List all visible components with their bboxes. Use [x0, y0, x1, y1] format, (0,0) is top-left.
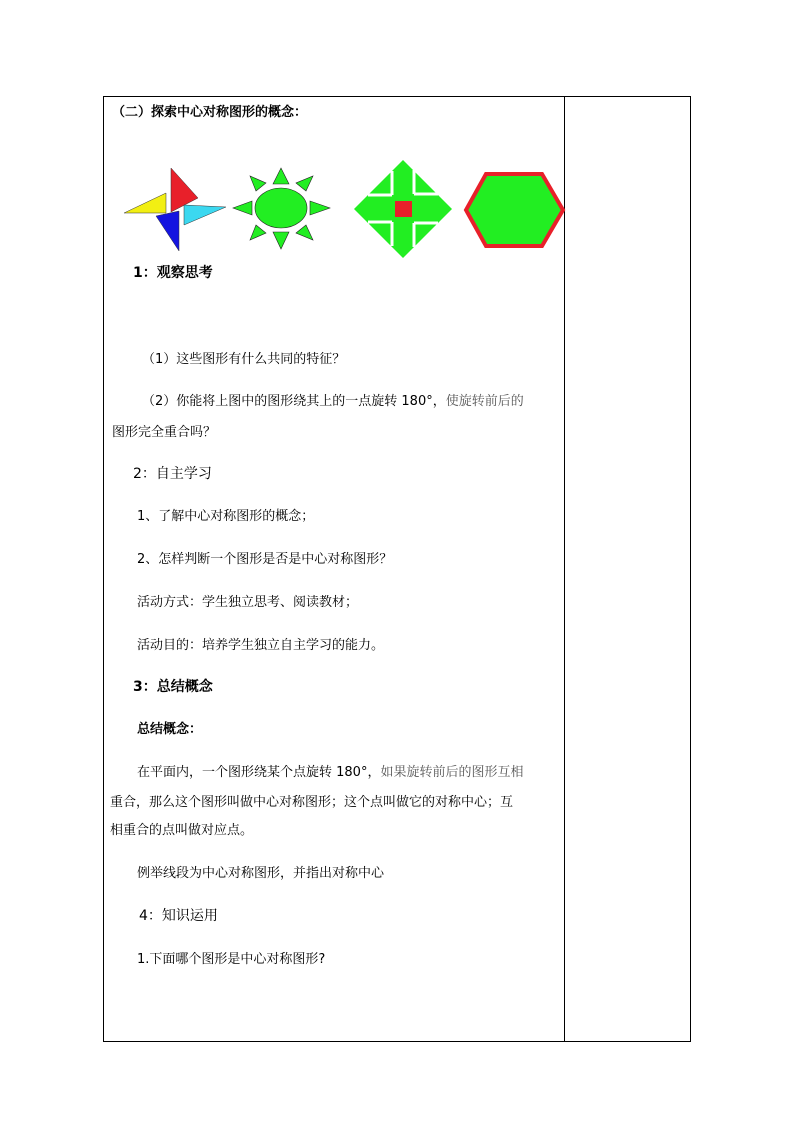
summary-paragraph-1 [137, 764, 523, 782]
apply-question-1: 1.下面哪个图形是中心对称图形? [137, 952, 326, 967]
summary-paragraph-3: 相重合的点叫做对应点。 [110, 823, 254, 838]
observe-question-2-tail: 使旋转前后的 [445, 394, 524, 409]
observe-question-2 [142, 393, 524, 411]
activity-purpose: 活动目的：培养学生独立自主学习的能力。 [137, 638, 385, 653]
observe-heading: 1：观察思考 [133, 265, 213, 281]
self-study-heading: 2：自主学习 [133, 466, 212, 482]
summary-paragraph-1-main: 在平面内，一个图形绕某个点旋转 180°， [137, 765, 381, 780]
self-study-item-2: 2、怎样判断一个图形是否是中心对称图形？ [137, 552, 393, 567]
summary-example: 例举线段为中心对称图形，并指出对称中心 [137, 866, 385, 881]
activity-method: 活动方式：学生独立思考、阅读教材； [137, 595, 359, 610]
observe-question-2-main: （2）你能将上图中的图形绕其上的一点旋转 180°， [142, 394, 446, 409]
section-title: （二）探索中心对称图形的概念： [112, 105, 308, 120]
apply-heading: 4：知识运用 [139, 908, 218, 924]
summary-paragraph-1-tail: 如果旋转前后的图形互相 [380, 765, 524, 780]
observe-question-1: （1）这些图形有什么共同的特征？ [142, 352, 346, 367]
column-divider [564, 96, 565, 1042]
observe-question-2-cont: 图形完全重合吗？ [112, 425, 217, 440]
summary-subheading: 总结概念： [137, 722, 203, 737]
table-frame [103, 96, 691, 1042]
self-study-item-1: 1、了解中心对称图形的概念； [137, 509, 315, 524]
summary-heading: 3：总结概念 [133, 679, 213, 695]
summary-paragraph-2: 重合，那么这个图形叫做中心对称图形；这个点叫做它的对称中心；互 [110, 795, 514, 810]
